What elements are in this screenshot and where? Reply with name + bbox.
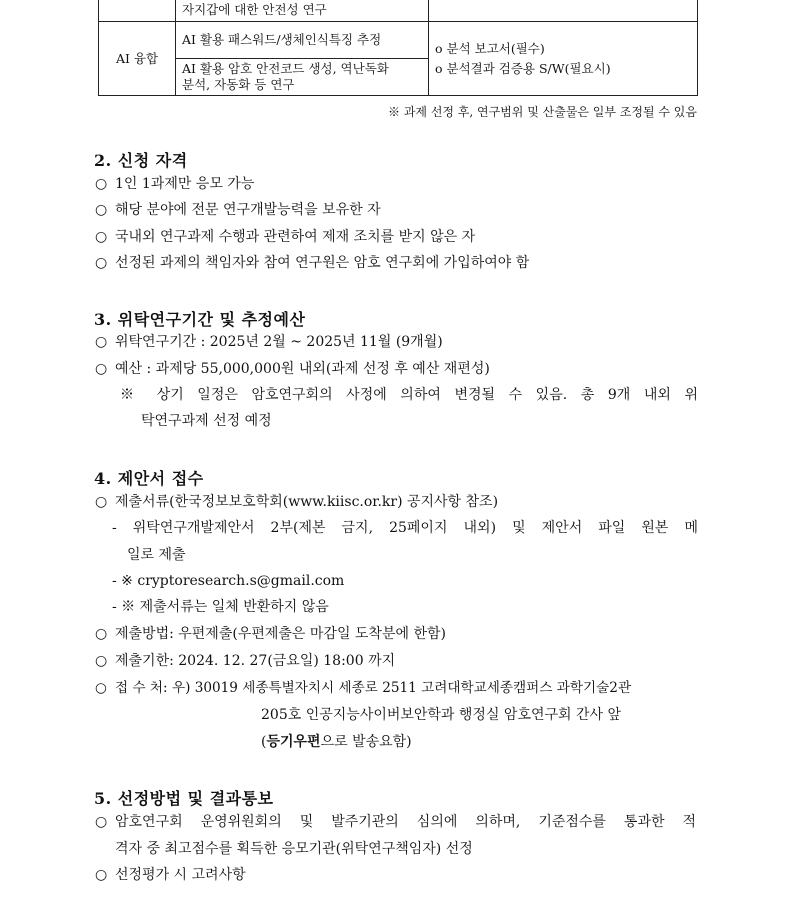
section-heading: 4. 제안서 접수 [94, 469, 204, 488]
table-group-label: AI 융합 [99, 22, 176, 96]
table-cell: AI 활용 패스워드/생체인식특징 추정 [176, 22, 429, 59]
list-item-continuation: 격자 중 최고점수를 획득한 응모기관(위탁연구책임자) 선정 [115, 841, 473, 857]
section-heading: 5. 선정방법 및 결과통보 [94, 789, 274, 808]
list-item: ○ 위탁연구기간 : 2025년 2월 ~ 2025년 11월 (9개월) [95, 334, 443, 350]
research-topic-table [98, 0, 698, 96]
table-cell: 자지갑에 대한 안전성 연구 [176, 0, 429, 22]
table-cell [429, 0, 698, 22]
list-item: ○ 1인 1과제만 응모 가능 [95, 176, 255, 192]
sub-item-email: - ※ cryptoresearch.s@gmail.com [112, 573, 345, 589]
list-item: ○ 제출기한: 2024. 12. 27(금요일) 18:00 까지 [95, 653, 396, 669]
sub-item: - ※ 제출서류는 일체 반환하지 않음 [112, 599, 329, 615]
table-cell-deliverables [429, 22, 698, 96]
table-row [99, 22, 698, 59]
list-item: ○ 제출방법: 우편제출(우편제출은 마감일 도착분에 한함) [95, 626, 446, 642]
address-line: (등기우편으로 발송요함) [261, 734, 412, 750]
deliverable-item: o 분석결과 검증용 S/W(필요시) [435, 60, 611, 76]
list-item: ○ 선정된 과제의 책임자와 참여 연구원은 암호 연구회에 가입하여야 함 [95, 255, 530, 271]
registered-mail-emphasis: 등기우편 [266, 734, 321, 750]
table-row [99, 0, 698, 22]
section-heading: 2. 신청 자격 [94, 151, 188, 170]
list-item: ○ 제출서류(한국정보보호학회(www.kiisc.or.kr) 공지사항 참조) [95, 494, 499, 510]
table-note: ※ 과제 선정 후, 연구범위 및 산출물은 일부 조정될 수 있음 [388, 105, 697, 119]
note-line: 탁연구과제 선정 예정 [141, 413, 272, 429]
sub-item: 일로 제출 [127, 547, 186, 563]
list-item-address: ○ 접 수 처: 우) 30019 세종특별자치시 세종로 2511 고려대학교세종캠퍼스 과학기술2관 [95, 680, 632, 696]
section-heading: 3. 위탁연구기간 및 추정예산 [94, 310, 306, 329]
sub-item: - 위탁연구개발제안서 2부(제본 금지, 25페이지 내외) 및 제안서 파일 원본 메 [112, 520, 698, 536]
deliverable-item: o 분석 보고서(필수) [435, 40, 545, 56]
list-item: ○ 해당 분야에 전문 연구개발능력을 보유한 자 [95, 202, 381, 218]
list-item: ○ 국내외 연구과제 수행과 관련하여 제재 조치를 받지 않은 자 [95, 229, 476, 245]
list-item: ○ 암호연구회 운영위원회의 및 발주기관의 심의에 의하며, 기준점수를 통과한 적 [95, 814, 696, 830]
list-item: ○ 예산 : 과제당 55,000,000원 내외(과제 선정 후 예산 재편성) [95, 361, 490, 377]
note-line: ※ 상기 일정은 암호연구회의 사정에 의하여 변경될 수 있음. 총 9개 내외 위 [120, 387, 698, 403]
list-item: ○ 선정평가 시 고려사항 [95, 867, 246, 883]
table-cell: AI 활용 암호 안전코드 생성, 역난독화 분석, 자동화 등 연구 [176, 59, 429, 96]
address-line: 205호 인공지능사이버보안학과 행정실 암호연구회 간사 앞 [261, 707, 622, 723]
